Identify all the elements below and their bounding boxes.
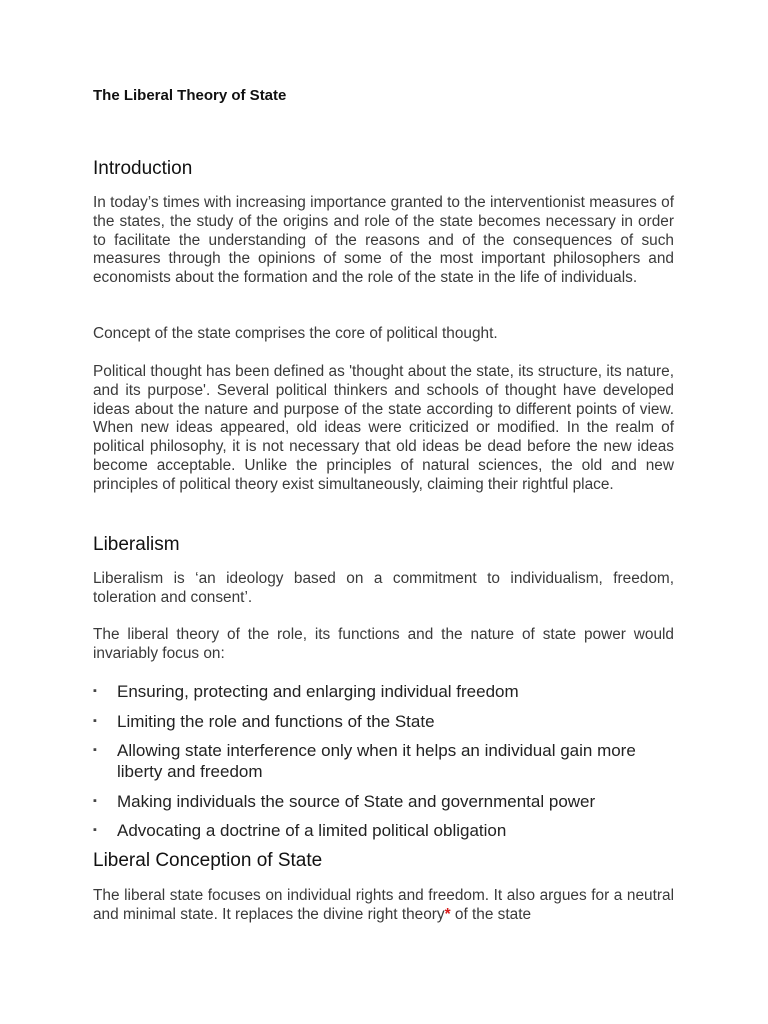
liberalism-paragraph-2: The liberal theory of the role, its functions and the nature of state power would invariably focus on: bbox=[93, 626, 674, 662]
intro-paragraph-3: Political thought has been defined as 'thought about the state, its structure, its nature, and its purpose'. Several political thinkers and schools of thought have developed ideas about the nature and purpose of the state according to different points of view. When new ideas appeared, old ideas were criticized or modified. In the realm of political philosophy, it is not necessary that old ideas be dead before the new ideas become acceptable. Unlike the principles of natural sciences, the old and new principles of political theory exist simultaneously, claiming their rightful place. bbox=[93, 363, 674, 493]
bullet-icon: ▪ bbox=[93, 824, 97, 836]
paragraph-text-continued: of the state bbox=[450, 905, 532, 923]
bullet-icon: ▪ bbox=[93, 685, 97, 697]
section-heading-introduction: Introduction bbox=[93, 158, 193, 179]
paragraph-text: The liberal state focuses on individual rights and freedom. It also argues for a neutral and minimal state. It replaces the divine right theory bbox=[93, 887, 674, 923]
list-item bbox=[93, 820, 674, 841]
intro-paragraph-2: Concept of the state comprises the core of political thought. bbox=[93, 325, 498, 342]
bullet-icon: ▪ bbox=[93, 714, 97, 727]
bullet-icon: ▪ bbox=[93, 794, 97, 807]
list-item bbox=[93, 740, 674, 782]
list-item bbox=[93, 791, 674, 812]
section-heading-liberalism: Liberalism bbox=[93, 534, 180, 555]
document-title: The Liberal Theory of State bbox=[93, 87, 287, 104]
list-item bbox=[93, 711, 674, 732]
list-item-text: Advocating a doctrine of a limited political obligation bbox=[117, 821, 507, 840]
intro-paragraph-1: In today’s times with increasing importance granted to the interventionist measures of the states, the study of the origins and role of the state becomes necessary in order to facilitate the understanding of the reasons and of the consequences of such measures through the opinions of some of the most important philosophers and economists about the formation and the role of the state in the life of individuals. bbox=[93, 194, 674, 287]
list-item-text: Making individuals the source of State and governmental power bbox=[117, 791, 596, 811]
list-item-text: Limiting the role and functions of the State bbox=[117, 711, 435, 731]
liberal-focus-list bbox=[93, 681, 674, 850]
list-item-text: Ensuring, protecting and enlarging individual freedom bbox=[117, 682, 519, 701]
footnote-marker: * bbox=[444, 905, 451, 923]
list-item-text: Allowing state interference only when it helps an individual gain more liberty and freedom bbox=[117, 741, 636, 781]
liberal-conception-paragraph bbox=[93, 887, 674, 925]
section-heading-liberal-conception: Liberal Conception of State bbox=[93, 850, 323, 871]
list-item bbox=[93, 681, 674, 702]
liberalism-paragraph-1: Liberalism is ‘an ideology based on a commitment to individualism, freedom, toleration and consent’. bbox=[93, 570, 674, 606]
bullet-icon: ▪ bbox=[93, 744, 97, 756]
